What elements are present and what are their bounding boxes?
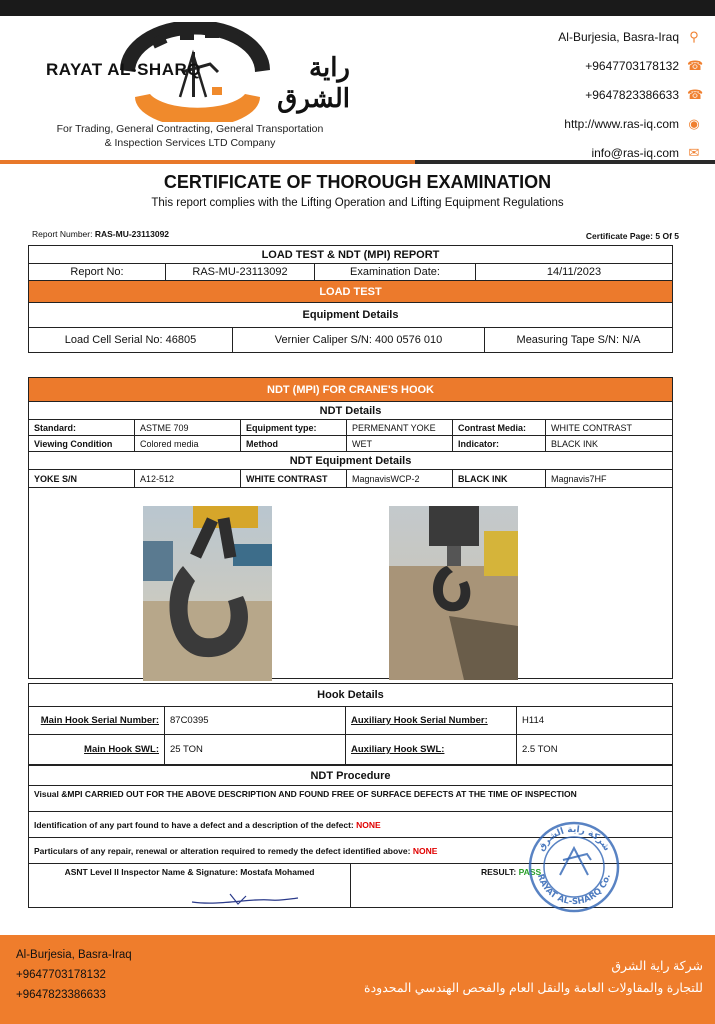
procedure-line-2-text: Identification of any part found to have a defect and a description of the defect: [34,819,354,830]
contact-address-text: Al-Burjesia, Basra-Iraq [558,29,679,44]
measuring-tape-serial: Measuring Tape S/N: N/A [485,328,673,353]
brand-name-english: RAYAT AL-SHARQ [46,60,201,79]
contrast-media-value: WHITE CONTRAST [546,420,673,436]
contact-phone-1-text: +9647703178132 [585,58,679,73]
procedure-heading: NDT Procedure [29,766,673,786]
exam-date-value: 14/11/2023 [476,264,673,281]
viewing-condition-value: Colored media [135,436,241,452]
main-hook-serial-label: Main Hook Serial Number: [29,707,165,735]
footer-phone-1[interactable]: +9647703178132 [16,969,106,981]
standard-value: ASTME 709 [135,420,241,436]
aux-hook-swl-value: 2.5 TON [517,735,673,765]
result-label: RESULT: [481,867,517,877]
top-bar [0,0,715,16]
method-value: WET [347,436,453,452]
hook-details-table [28,683,673,765]
contrast-media-label: Contrast Media: [453,420,546,436]
defect-value: NONE [356,819,381,830]
ndt-table [28,377,673,679]
signature-mark [190,890,300,908]
ndt-equipment-heading: NDT Equipment Details [29,452,673,470]
globe-icon: ◉ [688,115,700,131]
stamp-text-arabic: شركة راية الشرق [536,824,612,854]
mail-icon: ✉ [688,144,700,160]
white-contrast-value: MagnavisWCP-2 [347,470,453,488]
procedure-line-3-text: Particulars of any repair, renewal or alteration required to remedy the defect identified above: [34,845,411,856]
load-test-bar: LOAD TEST [29,281,673,303]
header-divider [0,160,715,164]
report-no-value: RAS-MU-23113092 [166,264,315,281]
certificate-title: CERTIFICATE OF THOROUGH EXAMINATION [163,172,552,192]
procedure-line-1: Visual &MPI CARRIED OUT FOR THE ABOVE DESCRIPTION AND FOUND FREE OF SURFACE DEFECTS AT THE TIME OF INSPECTION [29,786,673,812]
certificate-subtitle: This report complies with the Lifting Operation and Lifting Equipment Regulations [151,197,564,209]
aux-hook-swl-label: Auxiliary Hook SWL: [346,735,517,765]
footer-address: Al-Burjesia, Basra-Iraq [16,949,132,961]
footer-arabic [364,955,703,999]
yoke-sn-value: A12-512 [135,470,241,488]
black-ink-label: BLACK INK [453,470,546,488]
aux-hook-serial-value: H114 [517,707,673,735]
result-value: PASS [518,867,542,877]
brand-name-arabic: راية الشرق [277,52,350,113]
company-logo [40,22,350,152]
hook-photo-1 [143,506,272,681]
tagline-line-1: For Trading, General Contracting, General Transportation [56,123,324,135]
hook-photo-2 [389,506,518,680]
inspector-signature: ASNT Level II Inspector Name & Signature: Mostafa Mohamed [29,864,351,908]
contact-list [451,22,704,167]
certificate-page [586,231,679,241]
tagline-line-2: & Inspection Services LTD Company [104,137,276,149]
equipment-type-label: Equipment type: [241,420,347,436]
contact-phone-2-text: +9647823386633 [585,87,679,102]
hook-details-heading: Hook Details [29,684,673,707]
report-table [28,245,673,353]
report-no-label: Report No: [29,264,166,281]
certificate-page-value: 5 Of 5 [655,231,679,241]
company-tagline [40,122,340,150]
contact-phone-2[interactable] [451,80,704,109]
indicator-value: BLACK INK [546,436,673,452]
report-number-value: RAS-MU-23113092 [94,229,170,239]
main-hook-serial-value: 87C0395 [165,707,346,735]
certificate-page-label: Certificate Page: [585,231,653,241]
vernier-caliper-serial: Vernier Caliper S/N: 400 0576 010 [233,328,485,353]
ndt-heading: NDT (MPI) FOR CRANE'S HOOK [29,378,673,402]
black-ink-value: Magnavis7HF [546,470,673,488]
report-number-label: Report Number: [32,229,93,239]
footer-arabic-line-1: شركة راية الشرق [611,959,703,973]
contact-phone-1[interactable] [451,51,704,80]
method-label: Method [241,436,347,452]
contact-address [451,22,701,51]
equipment-details-heading: Equipment Details [29,303,673,328]
location-icon: ⚲ [689,28,699,44]
ndt-details-heading: NDT Details [29,402,673,420]
company-stamp [527,820,621,914]
viewing-condition-label: Viewing Condition [29,436,135,452]
report-heading: LOAD TEST & NDT (MPI) REPORT [29,246,673,264]
yoke-sn-label: YOKE S/N [29,470,135,488]
footer-phone-2[interactable]: +9647823386633 [16,989,106,1001]
load-cell-serial: Load Cell Serial No: 46805 [29,328,233,353]
white-contrast-label: WHITE CONTRAST [241,470,347,488]
equipment-type-value: PERMENANT YOKE [347,420,453,436]
report-number [32,229,169,239]
footer-arabic-line-2: للتجارة والمقاولات العامة والنقل العام والفحص الهندسي المحدودة [364,981,703,995]
standard-label: Standard: [29,420,135,436]
main-hook-swl-value: 25 TON [165,735,346,765]
contact-website-text: http://www.ras-iq.com [564,116,679,131]
result-cell [351,864,673,908]
page-footer [0,935,715,1024]
footer-contacts [16,945,132,1005]
aux-hook-serial-label: Auxiliary Hook Serial Number: [346,707,517,735]
main-hook-swl-label: Main Hook SWL: [29,735,165,765]
repair-value: NONE [412,845,438,856]
phone-icon: ☎ [687,86,704,102]
contact-website[interactable] [451,109,701,138]
exam-date-label: Examination Date: [315,264,476,281]
photo-cell [29,488,673,679]
phone-icon: ☎ [687,57,704,73]
indicator-label: Indicator: [453,436,546,452]
stamp-text-english: RAYAT AL-SHARQ Co. [534,872,614,908]
contact-email-text: info@ras-iq.com [591,145,679,160]
